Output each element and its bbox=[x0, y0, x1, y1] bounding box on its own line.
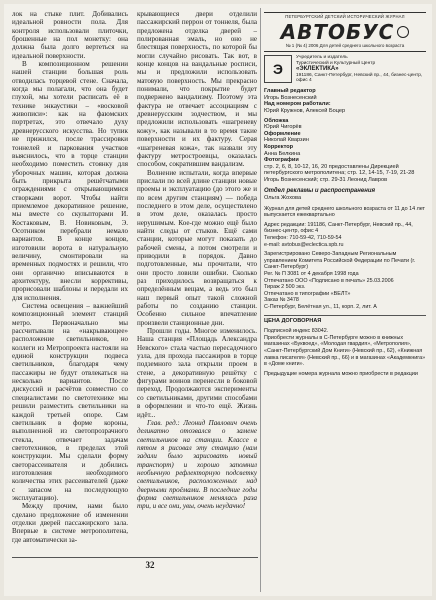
editor-note: Глав. ред.: Леонид Павлович очень деликатно отозвался о замене светильников на станции. Классе в пятом я рисовал эту станцию (нам задали было зарисовать новый транспорт) и хорошо запомнил необычную рефлекторную подсветку светильников, расположенных над дверными проёмами. В последние годы форма светильников менялась раза три, и все они, увы, очень неудачно! bbox=[137, 418, 257, 511]
distribution-name: Ольга Жохова bbox=[264, 195, 302, 202]
founder-address: 191186, Санкт-Петербург, Невский пр., 44, бизнес-центр, офис 4 bbox=[296, 72, 423, 84]
staff-item: Фотографии стр. 2, 6, 8, 10-12, 16, 20 предоставлены Дирекцией петербургского метрополитена; стр. 12, 14-15, 7-19, 21-28 Игорь Вознесенский; стр. 29-31 Леонид Лавров bbox=[264, 157, 415, 183]
registration-info: Журнал для детей среднего школьного возраста от 11 до 14 лет выпускается ежеквартально Адрес редакции: 191186, Санкт-Петербург, Невский пр., 44, бизнес-центр, офис 4 Телефон: 710-59-42, 710-59-54 e-mail: avtobus@eclectica.spb.ru Зарегистрировано Северо-Западным Региональным управлением Комитета Российской Федерации по Печати (г. Санкт-Петербург) Рег. № П 3081 от 4 декабря 1998 года Отпечатано ООО «Подписано в печать» 25.03.2006 Тираж 2 500 экз. Отпечатано в типографии «ВЕЛТ» Заказ № 3478 С-Петербург, Белётная ул., 11, корп. 2, лит. А bbox=[264, 205, 426, 310]
staff-item: Оформление Николай Кварзин bbox=[264, 130, 309, 144]
staff-item: Над номером работали: Юрий Кружнов, Алексей Боцер bbox=[264, 101, 346, 114]
founder-block bbox=[264, 55, 426, 84]
paragraph: лок на стыке плит. Добивались идеальной ровности пола. Для контроля использовали плиточки, брошенные на пол монетку: она должна была долго вертеться на идеальной поверхности. bbox=[12, 10, 128, 60]
page-number: 32 bbox=[145, 560, 155, 570]
paragraph: Волнение испытали, когда впервые прислали по всей длине станции новые проемы и эксплуатацию (до этого же и по всем другим станциям) — победа последнего в этом деле, осуществлено в этом деле, оказалась просто нерушимым. Кое-где можно ещё было найти следы от стыков. Ещё сами станции, которые могут показать до рабочей смены, а потом смотрели и приводили в порядок. Давно подготовленные, мы прочитали, что они просто ловили ошибки. Сколько раз приходилось возвращаться к определённым вещам, а ведь это был наш первый опыт такой сложной работы по созданию станции. Особенно сильное впечатление произвели станционные дни. bbox=[137, 168, 257, 327]
logo-text: АВТОБУС bbox=[280, 19, 395, 44]
staff-item: Корректор Анна Белкина bbox=[264, 143, 301, 157]
masthead-tagline: ПЕТЕРБУРГСКИЙ ДЕТСКИЙ ИСТОРИЧЕСКИЙ ЖУРНАЛ bbox=[285, 14, 405, 19]
article-column-2 bbox=[137, 10, 257, 555]
paragraph: В композиционном решении нашей станции большая роль отводилась торцевой стене. Сначала, когда мы полагали, что она будет глухой, мы хотели расписать её в технике энкаустики – «восковой живописи»: как на фаюмских портретах, это отвечало духу древнерусского искусства. Но тупик не прижился, после трассировки тоннелей и паркования участков выяснилось, что в торце станции необходимо поместить стоянку для уборочных машин, которая должна быть прикрыта решётчатыми ограждениями с открывающимися створками ворот. Чтобы найти приемлемое декоративное решение, мы вместе со скульпторами И. Костаковым, В. Новиковым, Э. Осотником перебрали немало вариантов. В конце концов, изготовили ворота в натуральную величину, смонтировали на временных подмостях и решили, что они органично вписываются в архитектуру, внесли коррективы, прорисовали шаблоны и передали их для исполнения. bbox=[12, 60, 128, 302]
price: ЦЕНА ДОГОВОРНАЯ bbox=[264, 315, 426, 325]
staff-item: Обложка Юрий Чигорёв bbox=[264, 117, 302, 131]
founder-logo-icon: Э bbox=[264, 55, 292, 83]
column-divider bbox=[260, 8, 261, 592]
paragraph: Система освещения – важнейший композиционный элемент станций метро. Первоначально мы рассчитывали на «накрывающее» расположение светильников, но коллеги из Метропроекта настояли на единой конструкции подвеса светильников, благодаря чему пассажиры не будут отвлекаться на несколько вариантов. После дискуссий и расчётов совместно со специалистами по светотехнике мы решили разместить светильники на каждой третьей опоре. Сам светильник в форме короны, выполненной из светопрозрачного стекла, отвечает задачам светотехников, в пределах этой конструкции. Мы сделали форму светорассеивателя и добились изготовления необходимого количества этих рассеивателей (даже с запасом на последующую эксплуатацию). bbox=[12, 302, 128, 502]
footer-divider bbox=[12, 557, 258, 558]
article-column-1 bbox=[12, 10, 128, 555]
imprint-column bbox=[264, 12, 426, 590]
founder-label: Учредитель и издатель bbox=[296, 55, 348, 61]
staff-item: Главный редактор Игорь Вознесенский bbox=[264, 88, 317, 101]
subscription-info: Подписной индекс 83042. Приобрести журналы в С-Петербурге можно в книжных магазинах «Буквоед», «Молодая гвардия», «Метрополия», «Санкт-Петербургский Дом Книги» (Невский пр., 62), «Книжная лавка писателя» (Невский пр., 66) и в магазинах «Академкнига» в «Доме книги». Предыдущие номера журнала можно приобрести в редакции bbox=[264, 328, 426, 377]
founder-name: «ЭКЛЕКТИКА» bbox=[296, 65, 339, 72]
magazine-page bbox=[4, 4, 432, 596]
founder-org: Туристический и Культурный Центр bbox=[296, 60, 376, 66]
issue-subtitle: Для детей среднего школьного возраста bbox=[319, 42, 405, 48]
paragraph: Прошли годы. Многое изменилось. Нашa станция «Площадь Александра Невского» стала частью пересадочного узла, для прохода пассажиров в торце подземного зала открыли проем в стене, а декоративную решётку с фигурами воинов перенесли в боковой переход. Продолжаются эксперименты со светильниками, другими способами в оформлении и что-то ещё. Жизнь идёт... bbox=[137, 327, 257, 419]
issue-number: № 1 (№ 4) 2006 bbox=[285, 42, 319, 48]
paragraph: крывающиеся двери отделили пассажирский перрон от тоннеля, была предложена отделка дверей – полированная эмаль, но оно не блестящая поверхность, по которой бы могли случайно рисовать. Так вот, в конце концов на вандальные росписи, мы и предложили использовать матовую поверхность. Мы прекрасно понимали, что покрытие будет подвержено вандализму. Поэтому эта фактура не отвечает ассоциациям с древнерусским зодчеством, и мы предложили использовать «шагреневу кожу», как называли в то время такие поверхности и их фактуру. Серая «шагреневая кожа», так назвали эту фактуру метростроевцы, оказалась способом, сократившим вандализм. bbox=[137, 10, 257, 169]
distribution-title: Отдел рекламы и распространения bbox=[264, 188, 376, 195]
masthead bbox=[264, 12, 426, 52]
staff-list bbox=[264, 88, 426, 183]
paragraph: Между прочим, нами было сделано предложение об изменении отделки дверей пассажирского зала. Впервые в системе метрополитена, где автоматически за- bbox=[12, 502, 128, 544]
logo bbox=[264, 19, 426, 44]
wheel-icon bbox=[397, 26, 409, 38]
